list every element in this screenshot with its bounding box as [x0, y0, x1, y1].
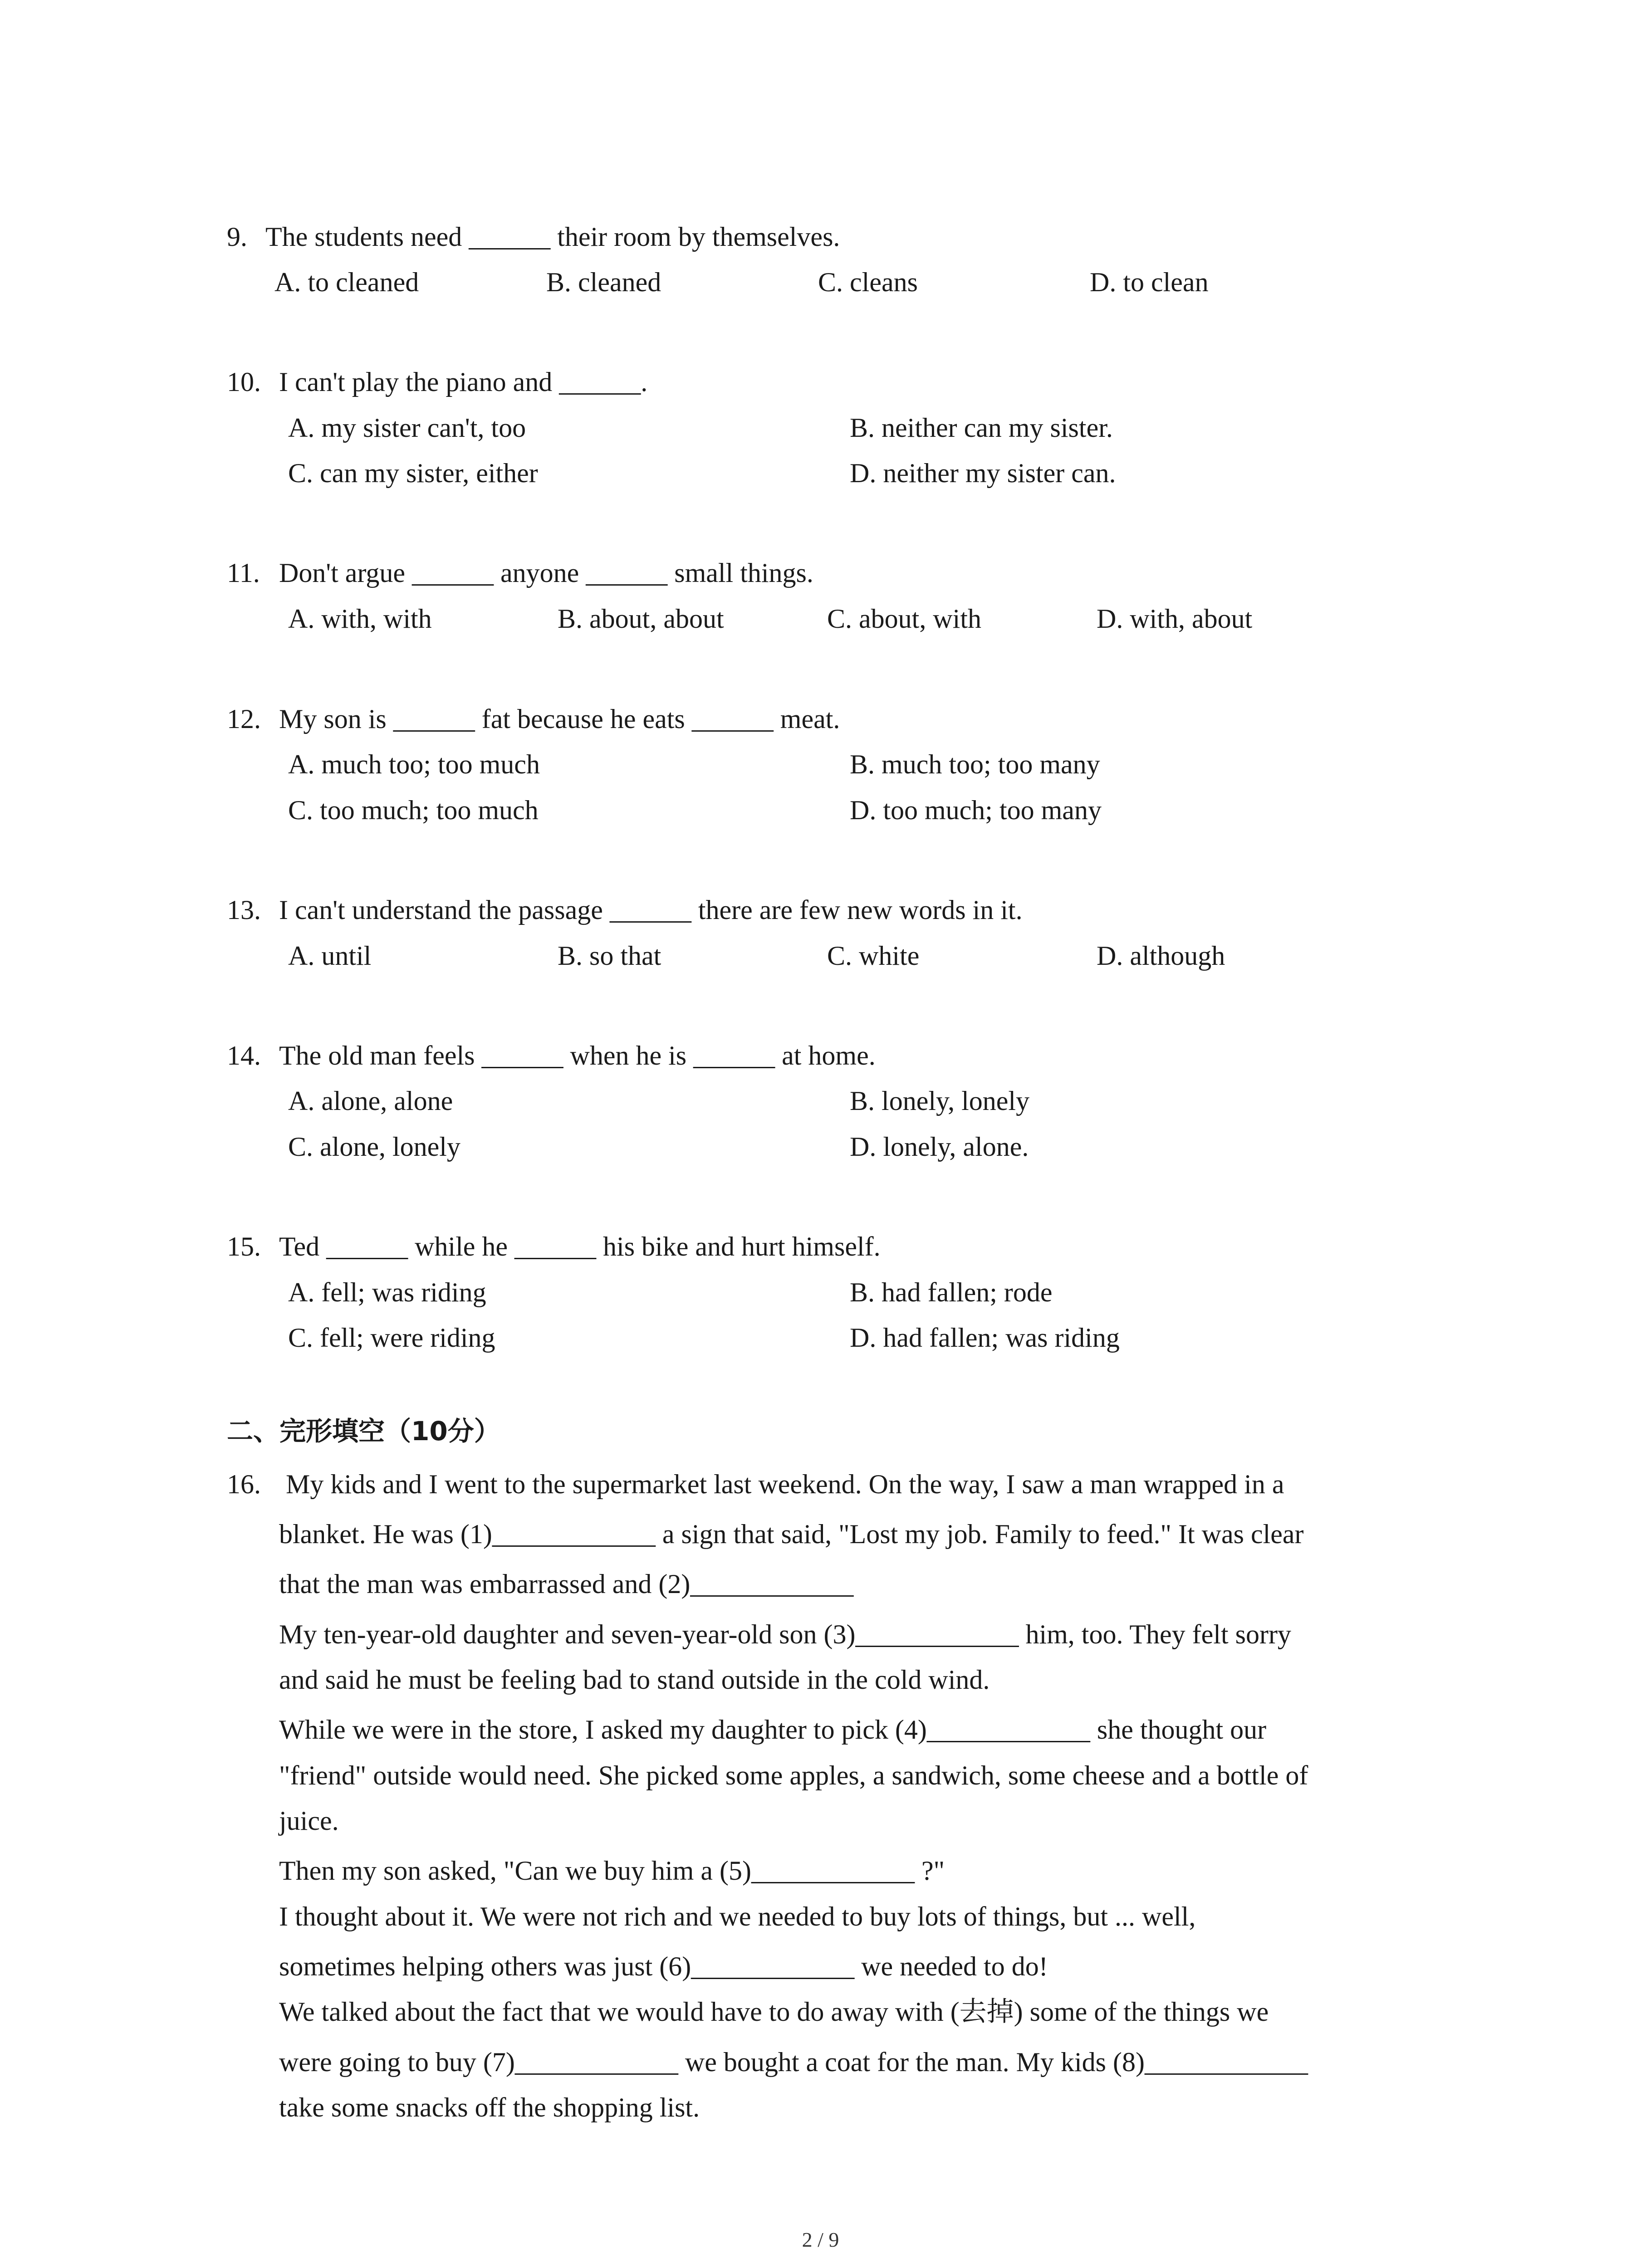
question-number: 9.: [227, 222, 247, 252]
question-number: 11.: [227, 558, 260, 588]
option-a: A. until: [288, 941, 372, 971]
option-d: D. with, about: [1097, 604, 1253, 634]
option-b: B. had fallen; rode: [850, 1277, 1053, 1307]
option-b: B. so that: [558, 941, 661, 971]
question-stem: I can't understand the passage ______ there are few new words in it.: [279, 895, 1023, 925]
option-d: D. although: [1097, 941, 1225, 971]
question-number: 16.: [227, 1469, 261, 1499]
passage-line: I thought about it. We were not rich and we needed to buy lots of things, but ... well,: [279, 1901, 1196, 1931]
option-d: D. lonely, alone.: [850, 1132, 1029, 1162]
passage-line: take some snacks off the shopping list.: [279, 2092, 700, 2122]
question-stem: Ted ______ while he ______ his bike and hurt himself.: [279, 1232, 881, 1261]
section-heading: 二、完形填空（10分）: [227, 1416, 500, 1447]
question-number: 14.: [227, 1041, 261, 1070]
option-c: C. white: [827, 941, 920, 971]
option-c: C. can my sister, either: [288, 458, 538, 488]
question-number: 13.: [227, 895, 261, 925]
passage-line: were going to buy (7)____________ we bought a coat for the man. My kids (8)____________: [279, 2047, 1308, 2077]
question-number: 15.: [227, 1232, 261, 1261]
question-number: 12.: [227, 704, 261, 734]
option-c: C. alone, lonely: [288, 1132, 460, 1162]
page-number: 2 / 9: [802, 2228, 839, 2251]
question-stem: Don't argue ______ anyone ______ small things.: [279, 558, 813, 588]
option-b: B. cleaned: [546, 267, 661, 297]
option-a: A. much too; too much: [288, 749, 540, 779]
option-b: B. lonely, lonely: [850, 1086, 1030, 1116]
question-stem: I can't play the piano and ______.: [279, 367, 648, 397]
option-c: C. cleans: [818, 267, 918, 297]
passage-line: blanket. He was (1)____________ a sign that said, "Lost my job. Family to feed." It was clear: [279, 1519, 1304, 1549]
option-c: C. about, with: [827, 604, 981, 634]
passage-line: "friend" outside would need. She picked some apples, a sandwich, some cheese and a bottle of: [279, 1760, 1308, 1790]
option-b: B. neither can my sister.: [850, 413, 1113, 443]
option-d: D. too much; too many: [850, 795, 1102, 825]
option-d: D. neither my sister can.: [850, 458, 1116, 488]
option-d: D. to clean: [1090, 267, 1209, 297]
option-d: D. had fallen; was riding: [850, 1323, 1120, 1353]
option-a: A. alone, alone: [288, 1086, 453, 1116]
question-number: 10.: [227, 367, 261, 397]
option-a: A. to cleaned: [274, 267, 419, 297]
passage-line: My kids and I went to the supermarket last weekend. On the way, I saw a man wrapped in a: [286, 1469, 1284, 1499]
passage-line: that the man was embarrassed and (2)____________: [279, 1569, 854, 1599]
passage-line: juice.: [279, 1806, 339, 1836]
passage-line: While we were in the store, I asked my daughter to pick (4)____________ she thought our: [279, 1715, 1267, 1745]
passage-line: My ten-year-old daughter and seven-year-old son (3)____________ him, too. They felt sorry: [279, 1619, 1291, 1649]
option-b: B. about, about: [558, 604, 724, 634]
option-a: A. with, with: [288, 604, 432, 634]
question-stem: The old man feels ______ when he is ______ at home.: [279, 1041, 876, 1070]
question-stem: My son is ______ fat because he eats ______ meat.: [279, 704, 840, 734]
option-a: A. my sister can't, too: [288, 413, 526, 443]
option-c: C. too much; too much: [288, 795, 539, 825]
question-stem: The students need ______ their room by themselves.: [265, 222, 840, 252]
passage-line: and said he must be feeling bad to stand outside in the cold wind.: [279, 1665, 990, 1695]
option-b: B. much too; too many: [850, 749, 1100, 779]
passage-line: sometimes helping others was just (6)____________ we needed to do!: [279, 1951, 1048, 1981]
passage-line: Then my son asked, "Can we buy him a (5)____________ ?": [279, 1856, 945, 1886]
passage-line: We talked about the fact that we would have to do away with (去掉) some of the things we: [279, 1997, 1269, 2027]
option-c: C. fell; were riding: [288, 1323, 495, 1353]
option-a: A. fell; was riding: [288, 1277, 486, 1307]
